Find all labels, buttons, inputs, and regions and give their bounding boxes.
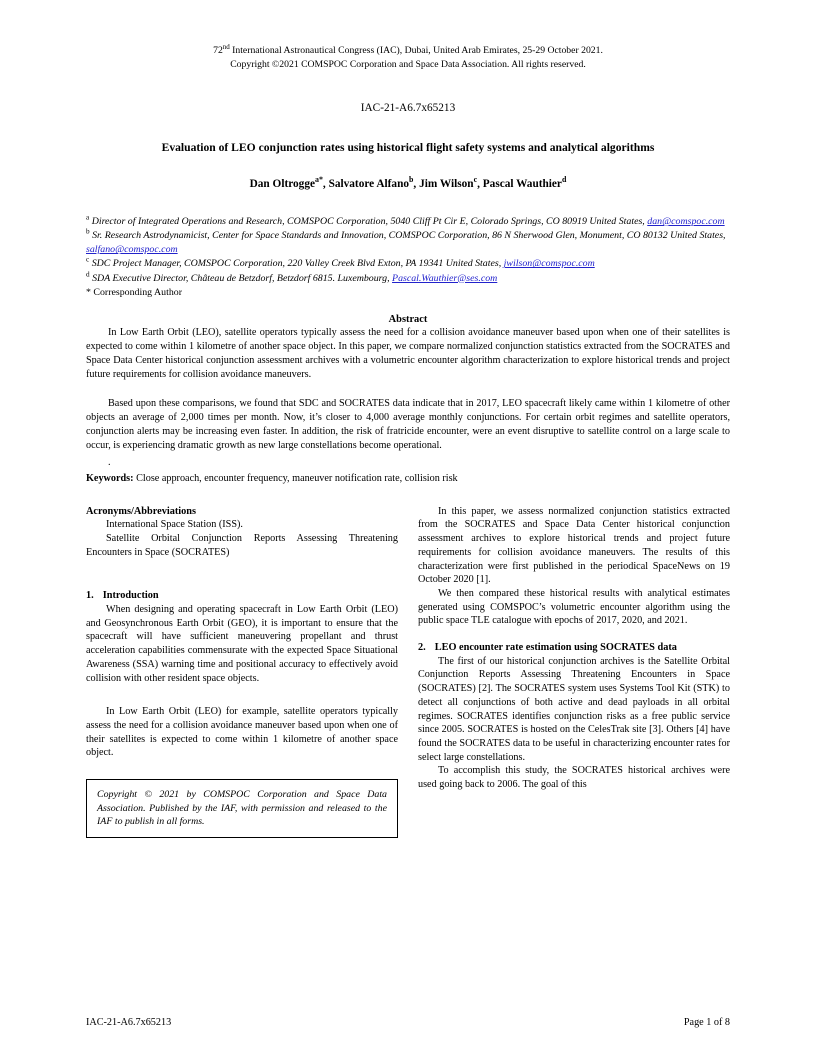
spacer bbox=[86, 685, 398, 705]
section-1-paragraph-2: In Low Earth Orbit (LEO) for example, satellite operators typically assess the need for a collision avoidance maneuver based upon when one of their satellites is expected to come within 1 kilometre of another space object. bbox=[86, 706, 398, 759]
affiliation-d bbox=[86, 272, 730, 286]
spacer bbox=[86, 559, 398, 589]
author-mark-1: a* bbox=[315, 175, 323, 185]
copyright-notice-box: Copyright © 2021 by COMSPOC Corporation and Space Data Association. Published by the IAF, with permission and released to the IAF to publish in all forms. bbox=[86, 779, 398, 838]
author-name-1: Dan Oltrogge bbox=[249, 178, 315, 191]
section-1-number: 1. bbox=[86, 590, 94, 602]
affiliation-mark-c: c bbox=[86, 256, 90, 265]
section-2-paragraph-2: To accomplish this study, the SOCRATES historical archives were used going back to 2006. The goal of this bbox=[418, 765, 730, 791]
affiliation-c bbox=[86, 257, 730, 271]
email-link-jwilson[interactable]: jwilson@comspoc.com bbox=[503, 258, 595, 270]
conference-number: 72 bbox=[213, 45, 223, 56]
corresponding-author-note: * Corresponding Author bbox=[86, 286, 183, 298]
footer-paper-id: IAC-21-A6.7x65213 bbox=[86, 1017, 172, 1028]
paper-id: IAC-21-A6.7x65213 bbox=[360, 102, 456, 115]
email-link-pascal[interactable]: Pascal.Wauthier@ses.com bbox=[392, 272, 498, 284]
stray-period: . bbox=[108, 457, 111, 469]
affiliation-mark-a: a bbox=[86, 213, 90, 222]
acronym-item-socrates: Satellite Orbital Conjunction Reports Assessing Threatening Encounters in Space (SOCRATES) bbox=[86, 533, 398, 558]
section-2-number: 2. bbox=[418, 642, 426, 654]
affiliation-text-a: Director of Integrated Operations and Research, COMSPOC Corporation, 5040 Cliff Pt Cir E, Colorado Springs, CO 80919 United States, bbox=[89, 216, 648, 228]
section-2-heading bbox=[418, 641, 730, 655]
footer-page-number: Page 1 of 8 bbox=[683, 1017, 730, 1028]
email-link-dan[interactable]: dan@comspoc.com bbox=[647, 216, 725, 228]
page-footer bbox=[86, 1017, 730, 1028]
author-separator-2: , bbox=[413, 178, 420, 191]
right-paragraph-2: We then compared these historical results with analytical estimates generated using COMSPOC’s volumetric encounter algorithm using the public space TLE catalogue with epochs of 2017, 2020, and 2021. bbox=[418, 588, 730, 627]
abstract-heading: Abstract bbox=[388, 313, 428, 325]
author-name-3: Jim Wilson bbox=[419, 178, 474, 191]
right-column bbox=[418, 505, 730, 839]
author-name-4: Pascal Wauthier bbox=[482, 178, 562, 191]
conference-header-line1 bbox=[86, 44, 730, 58]
affiliation-text-c: SDC Project Manager, COMSPOC Corporation, 220 Valley Creek Blvd Exton, PA 19341 United States, bbox=[89, 258, 504, 270]
conference-ordinal-suffix: nd bbox=[222, 42, 230, 51]
page-title: Evaluation of LEO conjunction rates using historical flight safety systems and analytical algorithms bbox=[161, 141, 655, 155]
section-1-heading bbox=[86, 589, 398, 603]
conference-header bbox=[86, 44, 730, 71]
affiliation-text-b: Sr. Research Astrodynamicist, Center for Space Standards and Innovation, COMSPOC Corporation, 86 N Sherwood Glen, Monument, CO 80132 United States, bbox=[89, 230, 726, 242]
affiliations-block bbox=[86, 215, 730, 300]
author-separator-3: , bbox=[477, 178, 483, 191]
keywords-value: Close approach, encounter frequency, maneuver notification rate, collision risk bbox=[133, 472, 458, 484]
section-2-title: LEO encounter rate estimation using SOCRATES data bbox=[434, 642, 677, 654]
spacer bbox=[418, 628, 730, 641]
affiliation-text-d: SDA Executive Director, Château de Betzdorf, Betzdorf 6815. Luxembourg, bbox=[89, 272, 393, 284]
author-name-2: Salvatore Alfano bbox=[328, 178, 410, 191]
right-paragraph-1: In this paper, we assess normalized conjunction statistics extracted from the SOCRATES and Space Data Center historical conjunction assessment archives to explore historical trends and project future requirements for collision avoidance maneuvers. The results of this characterization were first published in the periodical SpaceNews on 19 October 2020 [1]. bbox=[418, 505, 730, 586]
acronyms-heading: Acronyms/Abbreviations bbox=[86, 505, 197, 517]
author-mark-4: d bbox=[561, 175, 567, 185]
abstract-paragraph-2: Based upon these comparisons, we found that SDC and SOCRATES data indicate that in 2017, LEO spacecraft likely came within 1 kilometre of other objects an average of 2,000 times per month. Now, it’s closer to 4,000 average monthly conjunctions. For certain orbit regimes and satellite operators, conjunction alerts may be increasing even faster. In addition, the risk of fratricide encounter, were an event disruptive to satellite control on a large scale to occur, is experiencing dramatic growth as new large constellations become operational. bbox=[86, 397, 730, 452]
author-mark-3: c bbox=[473, 175, 478, 185]
section-1-paragraph-1: When designing and operating spacecraft in Low Earth Orbit (LEO) and Geosynchronous Earth Orbit (GEO), it is important to ensure that the spacecraft will have sufficient maneuvering propellant and thrust acceleration capabilities commensurate with the expected Space Situational Awareness (SSA) warning time and positional accuracy to effectively avoid collision with other resident space objects. bbox=[86, 604, 398, 684]
conference-header-line1-text: International Astronautical Congress (IAC), Dubai, United Arab Emirates, 25-29 October 2021. bbox=[229, 45, 603, 56]
affiliation-a bbox=[86, 215, 730, 229]
affiliation-mark-d: d bbox=[86, 270, 90, 279]
keywords-line bbox=[86, 472, 730, 486]
author-list bbox=[86, 175, 730, 191]
affiliation-b bbox=[86, 229, 730, 257]
author-mark-2: b bbox=[409, 175, 414, 185]
left-column bbox=[86, 505, 398, 839]
affiliation-mark-b: b bbox=[86, 227, 90, 236]
section-2-paragraph-1: The first of our historical conjunction archives is the Satellite Orbital Conjunction Reports Assessing Threatening Encounters in Space (SOCRATES) [2]. The SOCRATES system uses Systems Tool Kit (STK) to detect all conjunctions of both active and dead payloads in all orbital regimes. SOCRATES identifies conjunction risks as a free public service since 2005. SOCRATES is hosted on the CelesTrak site [3]. Others [4] have found the SOCRATES data to be useful in characterizing encounter rates for select large constellations. bbox=[418, 655, 730, 763]
abstract-paragraph-1: In Low Earth Orbit (LEO), satellite operators typically assess the need for a collision avoidance maneuver based upon when one of their satellites is expected to come within 1 kilometre of another space object. In this paper, we compare normalized conjunction statistics extracted from the SOCRATES and Space Data Center historical conjunction assessment archives with a volumetric encounter algorithm characterization to explore historical trends and project future requirements for collision avoidance maneuvers. bbox=[86, 326, 730, 381]
author-separator-1: , bbox=[322, 178, 329, 191]
keywords-label: Keywords: bbox=[86, 472, 134, 484]
section-1-title: Introduction bbox=[102, 590, 159, 602]
acronym-item-iss: International Space Station (ISS). bbox=[106, 519, 243, 531]
conference-copyright-line: Copyright ©2021 COMSPOC Corporation and Space Data Association. All rights reserved. bbox=[230, 58, 586, 70]
email-link-salfano[interactable]: salfano@comspoc.com bbox=[86, 244, 178, 256]
body-columns bbox=[86, 505, 730, 839]
